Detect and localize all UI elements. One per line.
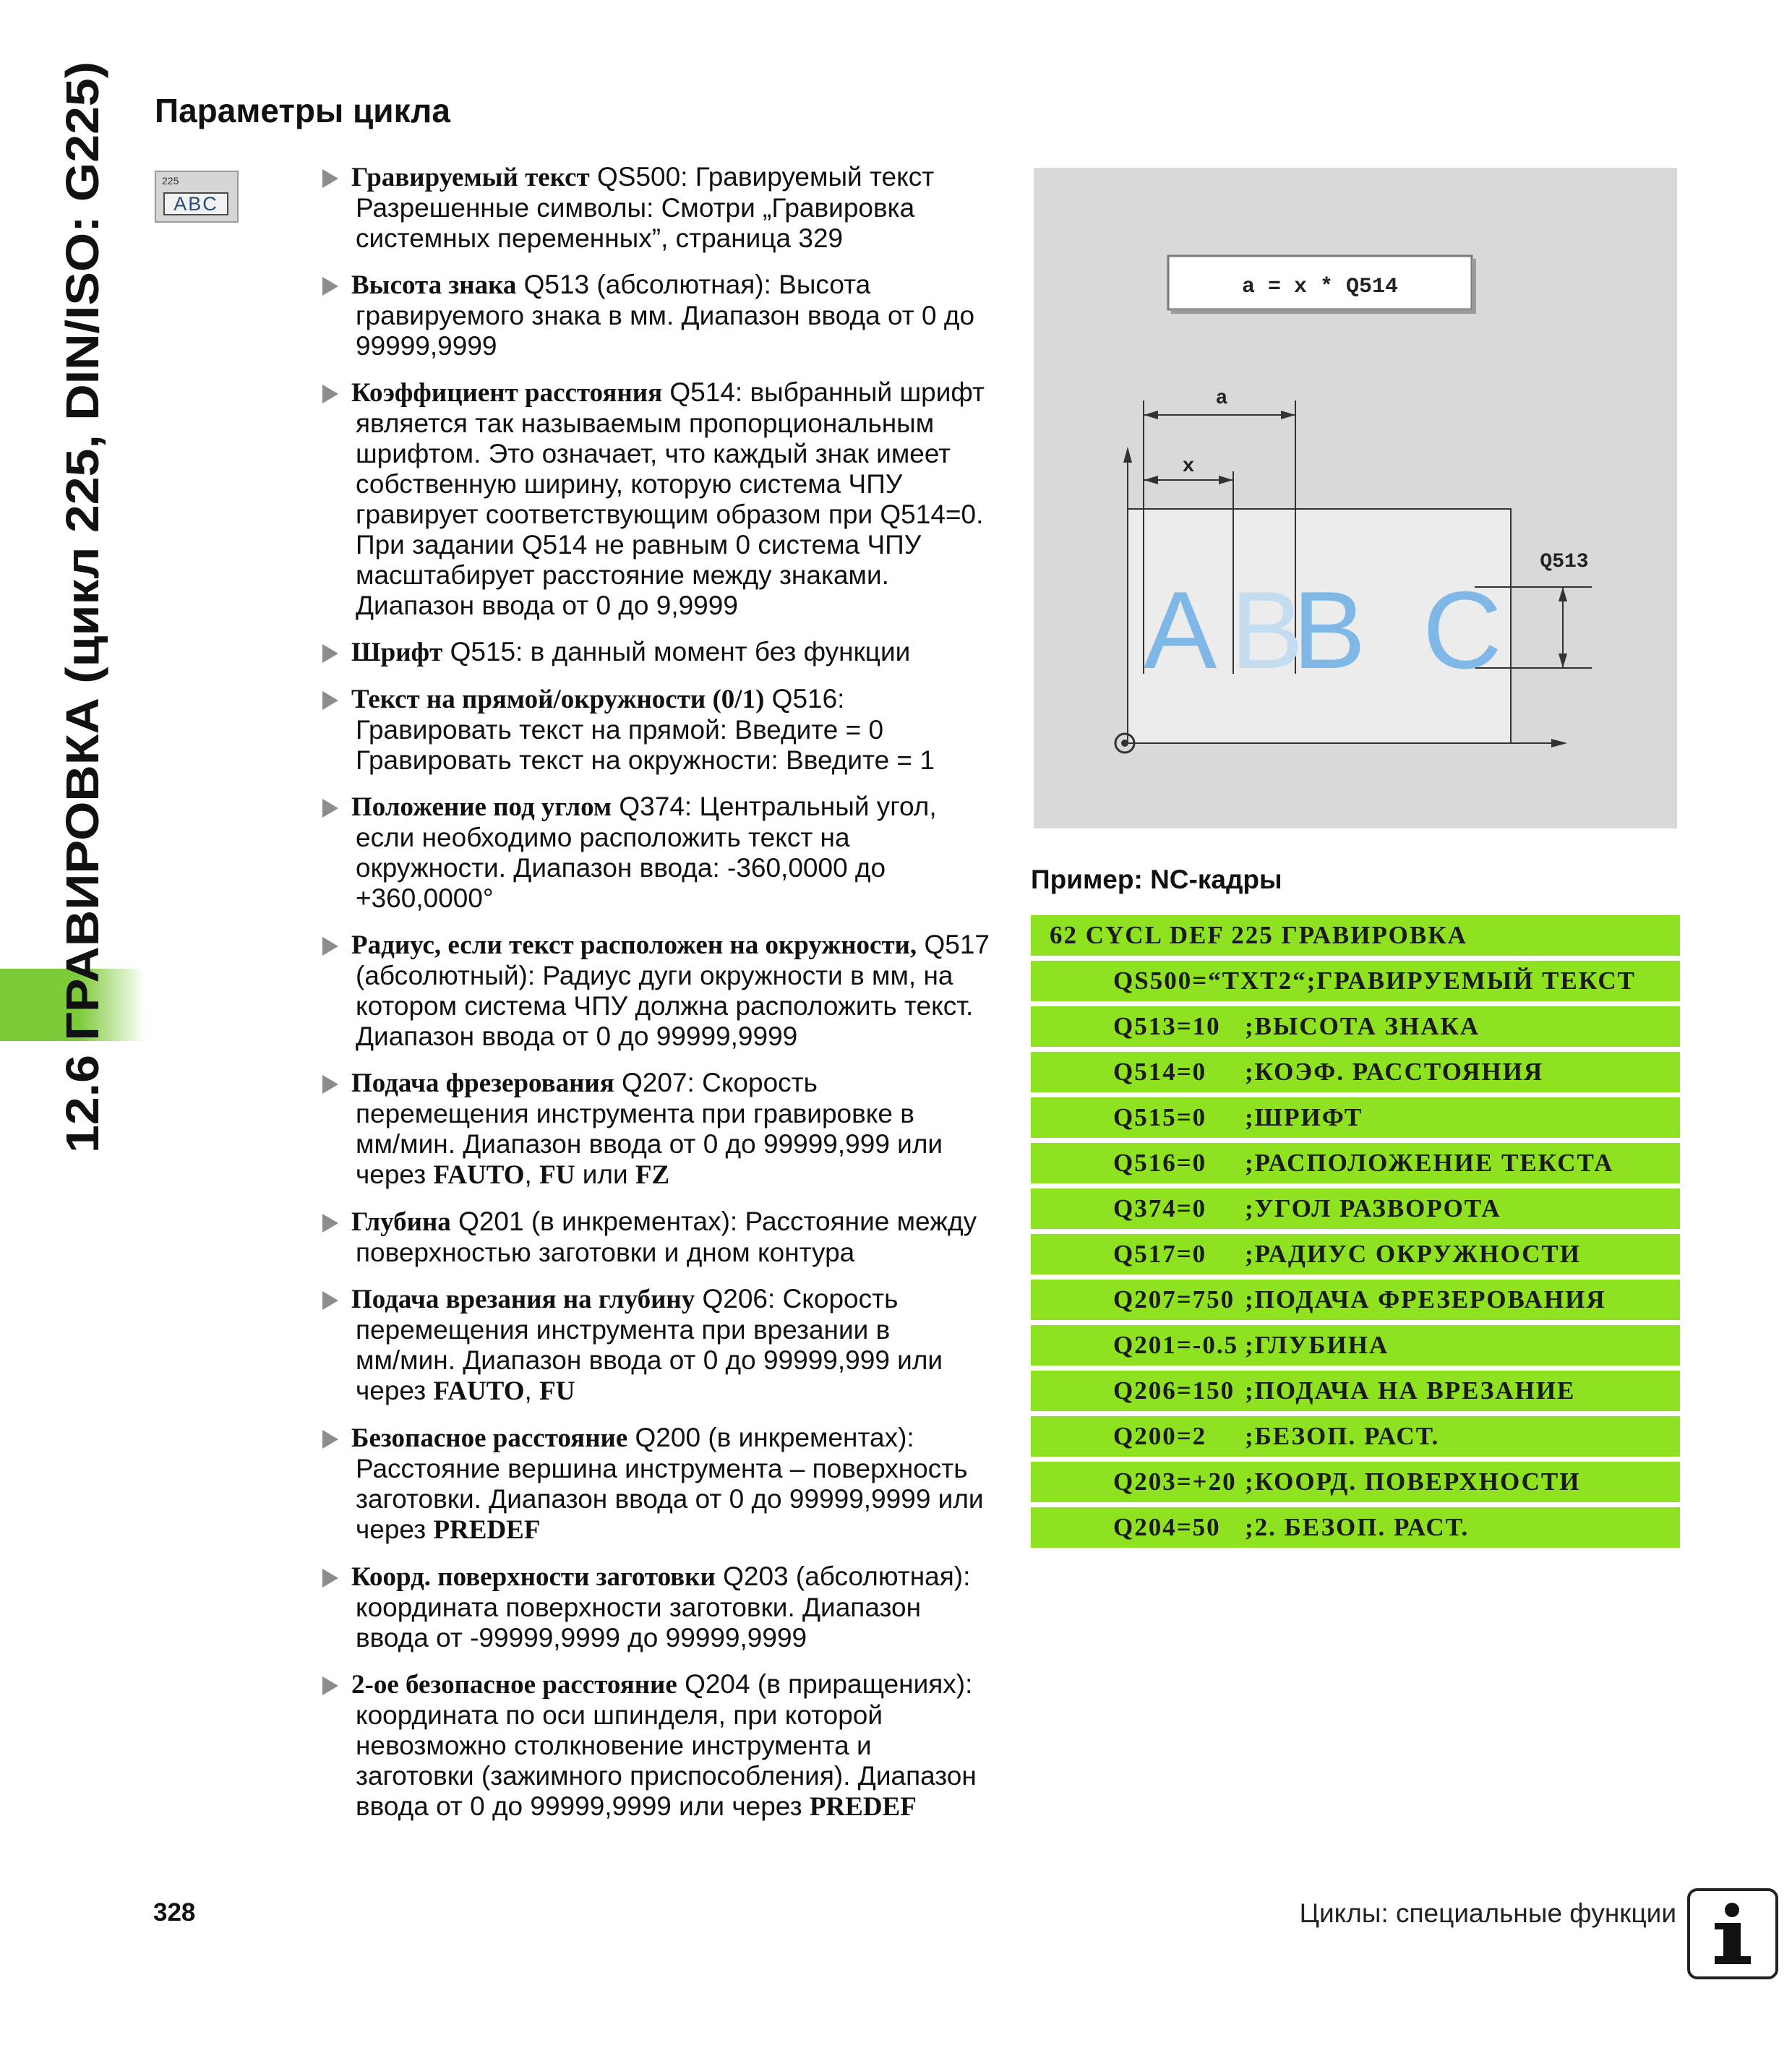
dim-x-label: x xyxy=(1182,455,1195,478)
page-number: 328 xyxy=(153,1898,196,1927)
param-line xyxy=(356,961,995,991)
nc-code-comment: ;2. БЕЗОП. РАСТ. xyxy=(1245,1513,1470,1541)
bullet-arrow-icon xyxy=(322,1291,338,1310)
param-line xyxy=(356,1700,995,1731)
cycle-icon-label: ABC xyxy=(163,192,228,215)
param-line xyxy=(356,439,995,469)
param-line-first xyxy=(351,1068,995,1099)
param-desc: Q517 xyxy=(924,930,990,959)
param-desc: окружности. Диапазон ввода: -360,0000 до xyxy=(356,853,886,883)
nc-code-row xyxy=(1031,1097,1680,1138)
nc-code-row xyxy=(1031,1188,1680,1229)
param-desc: Q206: Скорость xyxy=(702,1284,899,1314)
nc-code-block-text: Q516=0 xyxy=(1113,1149,1207,1177)
param-line-first xyxy=(351,162,995,193)
param-line-first xyxy=(351,1423,995,1454)
param-name: Шрифт xyxy=(351,638,443,667)
section-side-title xyxy=(51,51,123,1164)
diagram-svg xyxy=(1034,168,1677,828)
param-text xyxy=(351,1669,995,1822)
param-desc: собственную ширину, которую система ЧПУ xyxy=(356,469,903,499)
param-desc: поверхностью заготовки и дном контура xyxy=(356,1238,855,1267)
param-desc: шрифтом. Это означает, что каждый знак имеет xyxy=(356,439,951,468)
param-desc: 99999,9999 xyxy=(356,331,497,361)
nc-code-comment: ;КОЭФ. РАССТОЯНИЯ xyxy=(1245,1058,1544,1086)
param-name: Подача фрезерования xyxy=(351,1068,614,1098)
param-desc: Гравировать текст на окружности: Введите = 1 xyxy=(356,745,935,775)
param-desc: , xyxy=(524,1376,540,1405)
param-desc: Q204 (в приращениях): xyxy=(685,1669,973,1699)
bullet-arrow-icon xyxy=(322,799,338,818)
nc-code-block-text: Q374=0 xyxy=(1113,1194,1207,1222)
param-line xyxy=(356,745,995,776)
param-name: Коорд. поверхности заготовки xyxy=(351,1562,716,1592)
nc-code-block-text: Q206=150 xyxy=(1113,1376,1235,1405)
bullet-arrow-icon xyxy=(322,1569,338,1588)
param-line xyxy=(356,1345,995,1376)
param-desc: При задании Q514 не равным 0 система ЧПУ xyxy=(356,530,922,560)
param-line xyxy=(356,331,995,361)
param-line xyxy=(356,1099,995,1129)
param-text xyxy=(351,1423,995,1546)
x-axis-arrow xyxy=(1551,739,1567,747)
param-line xyxy=(356,1731,995,1761)
param-desc: (абсолютный): Радиус дуги окружности в мм, на xyxy=(356,961,953,990)
param-item xyxy=(322,270,995,361)
dim-a-label: a xyxy=(1215,387,1228,410)
param-line-first xyxy=(351,270,995,301)
bullet-arrow-icon xyxy=(322,1430,338,1449)
nc-code-block-text: Q515=0 xyxy=(1113,1103,1207,1131)
param-keyword: FZ xyxy=(635,1160,670,1190)
param-line xyxy=(356,591,995,621)
param-desc: мм/мин. Диапазон ввода от 0 до 99999,999 или xyxy=(356,1345,943,1375)
param-desc: системных переменных”, страница 329 xyxy=(356,223,844,253)
param-line xyxy=(356,991,995,1021)
param-keyword: PREDEF xyxy=(809,1792,917,1822)
param-line xyxy=(356,530,995,560)
param-desc: гравирует соответствующим образом при Q514=0. xyxy=(356,500,984,529)
bullet-arrow-icon xyxy=(322,644,338,663)
nc-code-block-text: Q201=-0.5 xyxy=(1113,1331,1239,1359)
letter-b: B xyxy=(1292,569,1366,692)
nc-code-block-text: 62 CYCL DEF 225 ГРАВИРОВКА xyxy=(1050,921,1467,949)
bullet-arrow-icon xyxy=(322,1075,338,1094)
param-line-first xyxy=(351,1284,995,1315)
param-text xyxy=(351,792,995,914)
param-keyword: PREDEF xyxy=(433,1515,541,1545)
param-line xyxy=(356,301,995,331)
param-line xyxy=(356,1454,995,1484)
param-item xyxy=(322,684,995,776)
param-name: Коэффициент расстояния xyxy=(351,378,663,408)
param-line xyxy=(356,1593,995,1623)
param-item xyxy=(322,637,995,668)
letter-b-shifted: B xyxy=(1230,569,1304,692)
formula-box-shadow-right xyxy=(1472,259,1476,314)
param-desc: перемещения инструмента при гравировке в xyxy=(356,1099,914,1128)
nc-code-row xyxy=(1031,1006,1680,1047)
param-name: Безопасное расстояние xyxy=(351,1423,628,1453)
param-line xyxy=(356,1315,995,1345)
bullet-arrow-icon xyxy=(322,385,338,403)
param-line xyxy=(356,1376,995,1407)
param-item xyxy=(322,1207,995,1268)
page-title: Параметры цикла xyxy=(155,92,450,129)
param-line xyxy=(356,1761,995,1791)
dim-q513-label: Q513 xyxy=(1540,551,1589,573)
side-title-text: 12.6 ГРАВИРОВКА (цикл 225, DIN/ISO: G225) xyxy=(56,153,108,1153)
param-line xyxy=(356,1514,995,1546)
nc-code-row xyxy=(1031,1280,1680,1320)
param-line xyxy=(356,823,995,853)
nc-code-comment: ;ШРИФТ xyxy=(1245,1103,1363,1131)
param-item xyxy=(322,930,995,1052)
param-desc: Расстояние вершина инструмента – поверхность xyxy=(356,1454,968,1483)
datum-dot xyxy=(1121,740,1128,747)
nc-code-comment: ;ПОДАЧА НА ВРЕЗАНИЕ xyxy=(1245,1376,1576,1405)
param-item xyxy=(322,1284,995,1407)
param-line xyxy=(356,223,995,254)
nc-code-row xyxy=(1031,1234,1680,1274)
param-line-first xyxy=(351,377,995,408)
param-item xyxy=(322,792,995,914)
param-name: Текст на прямой/окружности (0/1) xyxy=(351,685,765,714)
param-desc: , xyxy=(524,1160,540,1189)
param-line xyxy=(356,560,995,591)
param-desc: Q207: Скорость xyxy=(622,1068,818,1097)
param-line xyxy=(356,1484,995,1514)
nc-code-row xyxy=(1031,915,1680,956)
param-desc: Диапазон ввода от 0 до 9,9999 xyxy=(356,591,738,620)
nc-code-row xyxy=(1031,1052,1680,1092)
param-desc: или xyxy=(575,1160,635,1189)
info-glyph xyxy=(1690,1891,1775,1976)
cycle-225-icon xyxy=(155,171,239,223)
nc-code-block-text: Q200=2 xyxy=(1113,1422,1207,1450)
param-desc: котором система ЧПУ должна расположить текст. xyxy=(356,991,974,1021)
param-keyword: FU xyxy=(539,1160,575,1190)
param-desc: координата поверхности заготовки. Диапазон xyxy=(356,1593,922,1622)
param-item xyxy=(322,1423,995,1546)
param-line xyxy=(356,1160,995,1191)
nc-code-row xyxy=(1031,1143,1680,1183)
nc-code-comment: ;БЕЗОП. РАСТ. xyxy=(1245,1422,1440,1450)
param-line-first xyxy=(351,1207,995,1238)
param-text xyxy=(351,162,995,254)
param-text xyxy=(351,684,995,776)
param-desc: Q200 (в инкрементах): xyxy=(635,1423,914,1452)
param-item xyxy=(322,1068,995,1191)
param-desc: Q513 (абсолютная): Высота xyxy=(523,270,871,299)
param-line-first xyxy=(351,1669,995,1700)
nc-code-comment: ;ВЫСОТА ЗНАКА xyxy=(1245,1012,1480,1040)
param-desc: Гравировать текст на прямой: Введите = 0 xyxy=(356,715,884,745)
param-desc: Разрешенные символы: Смотри „Гравировка xyxy=(356,193,915,223)
footer-chapter: Циклы: специальные функции xyxy=(1299,1898,1676,1928)
nc-code-comment: ;РАДИУС ОКРУЖНОСТИ xyxy=(1245,1240,1581,1268)
param-text xyxy=(351,270,995,361)
nc-code-comment: ;ПОДАЧА ФРЕЗЕРОВАНИЯ xyxy=(1245,1285,1606,1314)
param-item xyxy=(322,1561,995,1653)
param-desc: Q515: в данный момент без функции xyxy=(450,637,911,667)
param-desc: является так называемым пропорциональным xyxy=(356,408,935,438)
param-line xyxy=(356,469,995,500)
param-line xyxy=(356,408,995,439)
nc-code-comment: ;ГЛУБИНА xyxy=(1245,1331,1389,1359)
cycle-number: 225 xyxy=(162,175,179,187)
param-desc: ввода от -99999,9999 до 99999,9999 xyxy=(356,1623,807,1653)
dim-x-arrow-right xyxy=(1219,476,1233,484)
param-text xyxy=(351,1561,995,1653)
param-line xyxy=(356,853,995,883)
nc-code-comment: ;УГОЛ РАЗВОРОТА xyxy=(1245,1194,1501,1222)
param-desc: Q516: xyxy=(771,684,845,714)
dim-a-arrow-left xyxy=(1144,411,1158,419)
letter-c: C xyxy=(1423,569,1502,692)
param-desc: Q203 (абсолютная): xyxy=(723,1561,971,1591)
parameter-list xyxy=(322,162,995,1838)
param-line xyxy=(356,1129,995,1160)
letter-a: A xyxy=(1144,569,1217,692)
engraving-diagram xyxy=(1034,168,1677,828)
param-text xyxy=(351,930,995,1052)
param-desc: масштабирует расстояние между знаками. xyxy=(356,560,889,590)
param-line xyxy=(356,193,995,223)
param-desc: через xyxy=(356,1160,434,1189)
param-line-first xyxy=(351,1561,995,1593)
param-desc: мм/мин. Диапазон ввода от 0 до 99999,999 или xyxy=(356,1129,943,1159)
nc-code-row xyxy=(1031,1371,1680,1411)
nc-code-block-text: Q517=0 xyxy=(1113,1240,1207,1268)
dim-q513-arrow-top xyxy=(1559,587,1567,601)
param-desc: невозможно столкновение инструмента и xyxy=(356,1731,872,1760)
param-item xyxy=(322,162,995,254)
param-name: Гравируемый текст xyxy=(351,163,590,192)
param-text xyxy=(351,1068,995,1191)
side-title-svg xyxy=(51,51,123,1164)
nc-code-block-text: Q514=0 xyxy=(1113,1058,1207,1086)
formula-text: a = x * Q514 xyxy=(1241,275,1399,299)
param-desc: через xyxy=(356,1514,434,1544)
param-desc: Диапазон ввода от 0 до 99999,9999 xyxy=(356,1021,798,1051)
param-line xyxy=(356,500,995,530)
dim-q513-arrow-bottom xyxy=(1559,654,1567,668)
bullet-arrow-icon xyxy=(322,691,338,710)
param-desc: +360,0000° xyxy=(356,883,494,913)
param-name: Глубина xyxy=(351,1207,451,1237)
param-desc: заготовки (зажимного приспособления). Диапазон xyxy=(356,1761,977,1791)
param-line xyxy=(356,1021,995,1052)
param-line xyxy=(356,1623,995,1653)
info-icon xyxy=(1687,1888,1778,1979)
nc-code-row xyxy=(1031,1507,1680,1548)
param-name: 2-ое безопасное расстояние xyxy=(351,1670,677,1700)
param-line-first xyxy=(351,930,995,961)
param-item xyxy=(322,1669,995,1822)
param-desc: через xyxy=(356,1376,434,1405)
param-line-first xyxy=(351,637,995,668)
bullet-arrow-icon xyxy=(322,1214,338,1233)
param-line xyxy=(356,715,995,745)
example-title: Пример: NC-кадры xyxy=(1031,865,1282,894)
nc-code-comment: ;КООРД. ПОВЕРХНОСТИ xyxy=(1245,1468,1581,1496)
param-desc: ввода от 0 до 99999,9999 или через xyxy=(356,1791,810,1821)
param-text xyxy=(351,637,995,668)
param-desc: Q374: Центральный угол, xyxy=(619,792,937,821)
nc-code-row xyxy=(1031,1416,1680,1457)
bullet-arrow-icon xyxy=(322,277,338,296)
param-line-first xyxy=(351,792,995,823)
param-line xyxy=(356,1791,995,1822)
nc-code-row xyxy=(1031,1462,1680,1502)
y-axis-arrow xyxy=(1123,447,1132,463)
param-desc: координата по оси шпинделя, при которой xyxy=(356,1700,883,1730)
dim-a-arrow-right xyxy=(1281,411,1295,419)
nc-code-block-text: Q207=750 xyxy=(1113,1285,1235,1314)
nc-code-row xyxy=(1031,961,1680,1001)
nc-code-block-text: Q513=10 xyxy=(1113,1012,1221,1040)
param-line xyxy=(356,1238,995,1268)
nc-code-block-text: Q203=+20 xyxy=(1113,1468,1237,1496)
param-desc: Q201 (в инкрементах): Расстояние между xyxy=(458,1207,977,1236)
param-name: Положение под углом xyxy=(351,792,612,822)
nc-code-block-text: QS500=“TXT2“;ГРАВИРУЕМЫЙ ТЕКСТ xyxy=(1113,967,1637,995)
formula-box-shadow xyxy=(1171,309,1475,314)
nc-code-block xyxy=(1031,915,1680,1553)
param-text xyxy=(351,377,995,621)
param-text xyxy=(351,1207,995,1268)
param-desc: если необходимо расположить текст на xyxy=(356,823,850,852)
param-desc: заготовки. Диапазон ввода от 0 до 99999,9999 или xyxy=(356,1484,984,1514)
param-line xyxy=(356,883,995,914)
nc-code-block-text: Q204=50 xyxy=(1113,1513,1221,1541)
param-desc: перемещения инструмента при врезании в xyxy=(356,1315,891,1345)
nc-code-row xyxy=(1031,1325,1680,1366)
param-line-first xyxy=(351,684,995,715)
param-keyword: FAUTO xyxy=(433,1376,525,1406)
param-name: Подача врезания на глубину xyxy=(351,1285,695,1314)
param-keyword: FAUTO xyxy=(433,1160,525,1190)
bullet-arrow-icon xyxy=(322,937,338,956)
param-name: Радиус, если текст расположен на окружности, xyxy=(351,930,917,960)
param-desc: гравируемого знака в мм. Диапазон ввода от 0 до xyxy=(356,301,975,330)
param-desc: QS500: Гравируемый текст xyxy=(597,162,935,192)
param-text xyxy=(351,1284,995,1407)
nc-code-comment: ;РАСПОЛОЖЕНИЕ ТЕКСТА xyxy=(1245,1149,1614,1177)
bullet-arrow-icon xyxy=(322,169,338,188)
param-name: Высота знака xyxy=(351,270,517,300)
param-keyword: FU xyxy=(539,1376,575,1406)
dim-x-arrow-left xyxy=(1144,476,1158,484)
param-item xyxy=(322,377,995,621)
bullet-arrow-icon xyxy=(322,1676,338,1695)
param-desc: Q514: выбранный шрифт xyxy=(669,377,985,407)
